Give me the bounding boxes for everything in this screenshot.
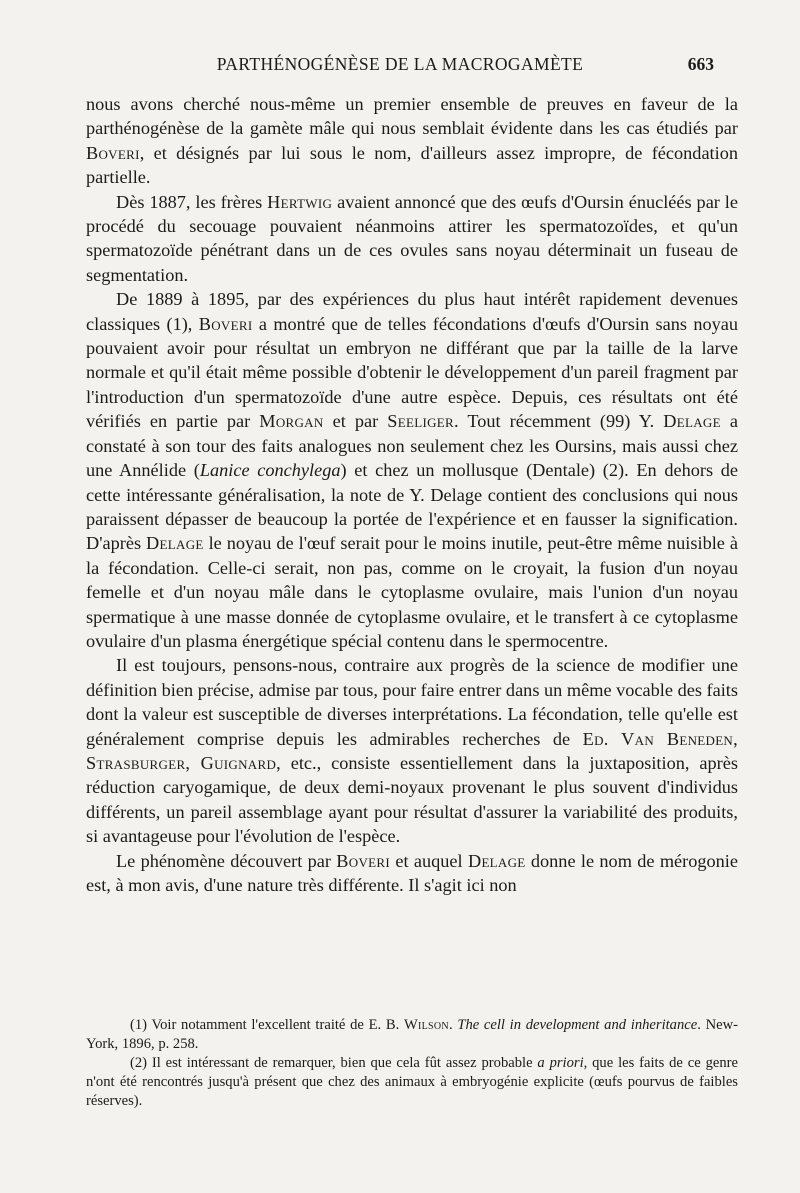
footnotes xyxy=(86,1016,738,1111)
author-name: Morgan xyxy=(259,411,324,432)
species-name: Lanice conchylega xyxy=(199,460,341,481)
paragraph-4: Il est toujours, pensons-nous, contraire aux progrès de la science de modifier une définition bien précise, admise par tous, pour faire entrer dans un même vocable des faits dont la valeur est susceptible de diverses interprétations. La fécondation, telle qu'elle est généralement comprise depuis les admirables recherches de Ed. Van Beneden, Strasburger, Guignard, etc., consiste essentiellement dans la juxtaposition, après réduction caryogamique, de deux demi-noyaux provenant le plus souvent d'individus différents, un pareil assemblage ayant pour résultat d'assurer la variabilité des produits, si avantageuse pour l'évolution de l'espèce. xyxy=(86,655,738,847)
author-name: Delage xyxy=(146,533,204,554)
author-names: Ed. Van Beneden, Strasburger, Guignard xyxy=(86,728,738,773)
paragraph-2: Dès 1887, les frères Hertwig avaient annoncé que des œufs d'Oursin énucléés par le procédé du secouage pouvaient néanmoins attirer les spermatozoïdes, et qu'un spermatozoïde pénétrant dans un de ces ovules sans noyau déterminait un fuseau de segmentation. xyxy=(86,191,738,285)
book-title: The cell in development and inheritance xyxy=(457,1017,698,1033)
footnote-1: (1) Voir notamment l'excellent traité de E. B. Wilson. The cell in development and inheritance. New-York, 1896, p. 258. xyxy=(86,1017,739,1052)
footnote-2: (2) Il est intéressant de remarquer, bien que cela fût assez probable a priori, que les faits de ce genre n'ont été rencontrés jusqu'à présent que chez des animaux à embryogénie explicite (œufs pourvus de faibles réserves). xyxy=(86,1055,738,1109)
running-title: PARTHÉNOGÉNÈSE DE LA MACROGAMÈTE xyxy=(216,54,584,74)
author-name: Delage xyxy=(467,850,526,871)
author-name: Boveri xyxy=(86,142,140,163)
latin-phrase: a priori xyxy=(537,1055,584,1071)
paragraph-3: De 1889 à 1895, par des expériences du plus haut intérêt rapidement devenues classiques (1), Boveri a montré que de telles fécondations d'œufs d'Oursin sans noyau pouvaient avoir pour résultat un embryon ne différant que par la taille de la larve normale et qu'il était même possible d'obtenir le développement d'un pareil fragment par l'introduction d'un spermatozoïde d'une autre espèce. Depuis, ces résultats ont été vérifiés en partie par Morgan et par Seeliger. Tout récemment (99) Y. Delage a constaté à son tour des faits analogues non seulement chez les Oursins, mais aussi chez une Annélide (Lanice conchylega) et chez un mollusque (Dentale) (2). En dehors de cette intéressante généralisation, la note de Y. Delage contient des conclusions qui nous paraissent dépasser de beaucoup la portée de l'expérience et en fausser la signification. D'après Delage le noyau de l'œuf serait pour le moins inutile, peut-être même nuisible à la fécondation. Celle-ci serait, non pas, comme on le croyait, la fusion d'un noyau femelle et d'un noyau mâle dans le cytoplasme ovulaire, mais l'union d'un noyau spermatique à une masse donnée de cytoplasme ovulaire, et le transfert à ce cytoplasme ovulaire d'un plasma énergétique spécial contenu dans le spermocentre. xyxy=(86,289,739,651)
author-name: Boveri xyxy=(336,850,391,871)
author-name: Delage xyxy=(663,411,721,432)
author-name: Hertwig xyxy=(267,191,333,212)
author-name: Wilson xyxy=(403,1017,449,1033)
author-name: Boveri xyxy=(198,313,253,334)
paragraph-5: Le phénomène découvert par Boveri et auquel Delage donne le nom de mérogonie est, à mon avis, d'une nature très différente. Il s'agit ici non xyxy=(86,850,739,895)
paragraph-1: nous avons cherché nous-même un premier ensemble de preuves en faveur de la parthénogénèse de la gamète mâle qui nous semblait évidente dans les cas étudiés par Boveri, et désignés par lui sous le nom, d'ailleurs assez impropre, de fécondation partielle. xyxy=(86,94,738,188)
page-number: 663 xyxy=(687,54,714,74)
author-name: Seeliger xyxy=(387,411,455,432)
main-text xyxy=(86,92,738,897)
page-header xyxy=(86,54,714,78)
